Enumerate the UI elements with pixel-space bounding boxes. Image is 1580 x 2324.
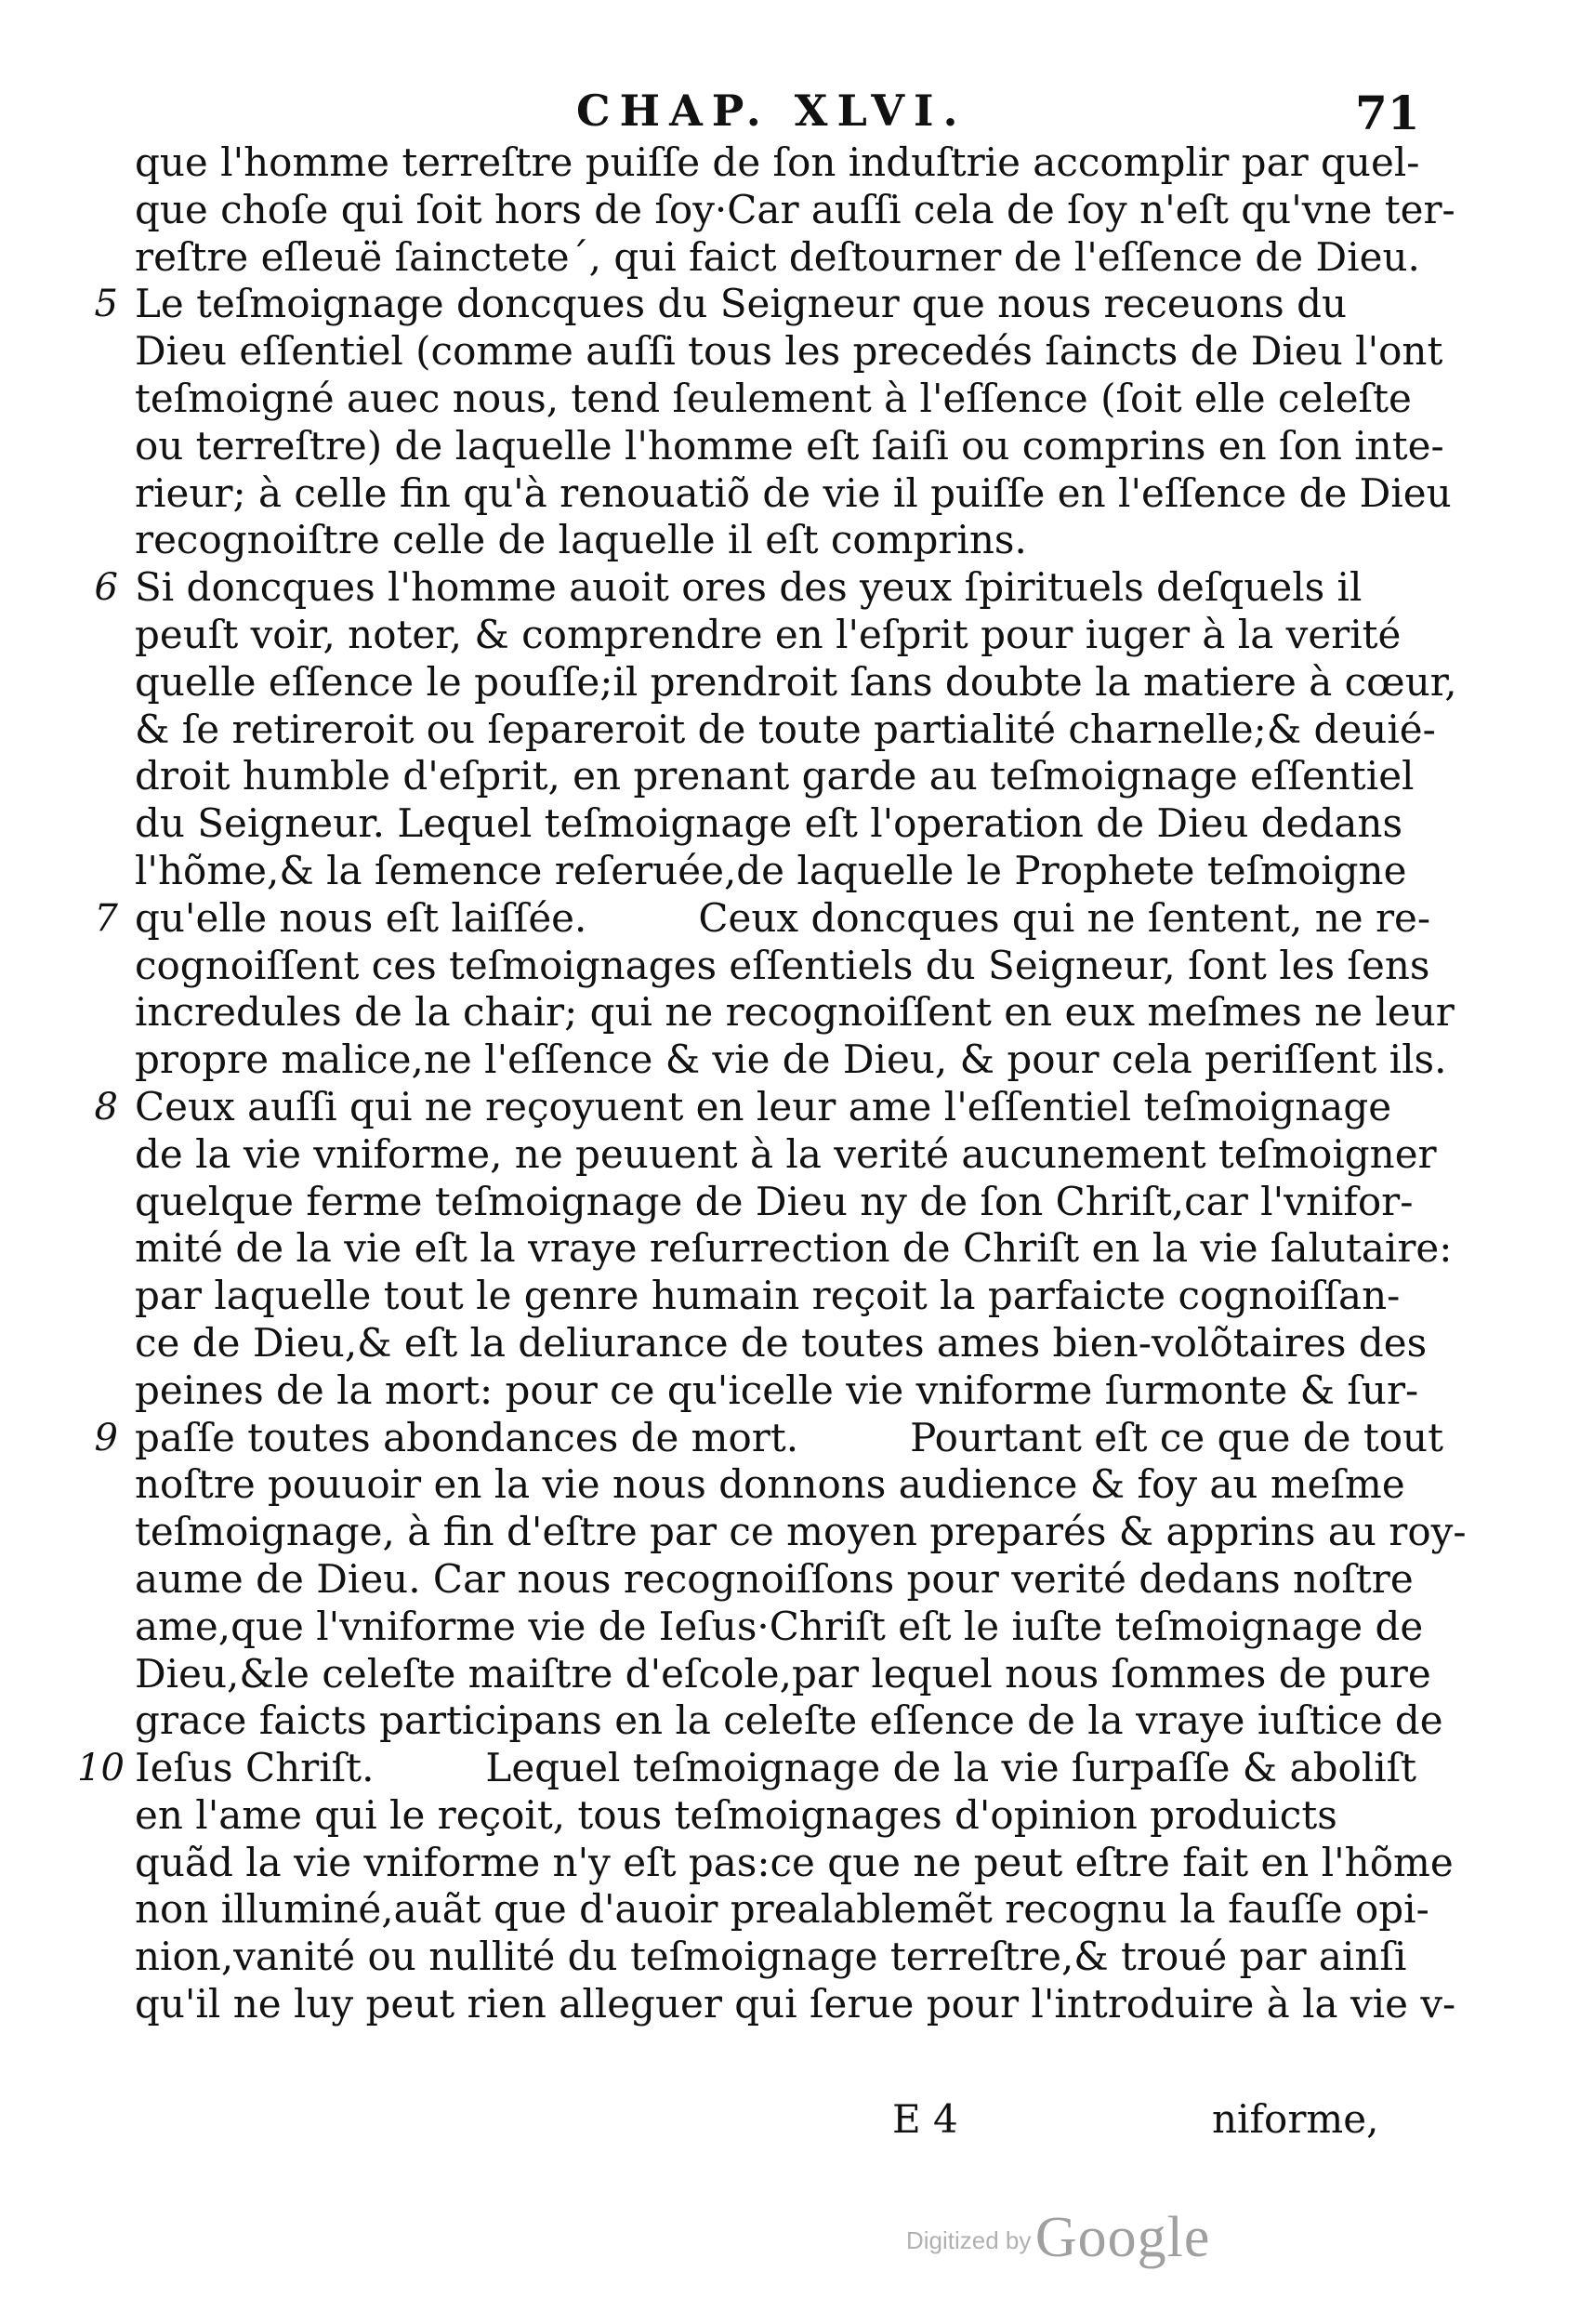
verse-number: 10 (77, 1747, 125, 1790)
line-text: grace faicts participans en la celeſte eſſence de la vraye iuſtice de (135, 1697, 1443, 1744)
page-header (0, 86, 1580, 141)
text-line (125, 1130, 1437, 1179)
line-text: mité de la vie eſt la vraye reſurrection de Chriſt en la vie ſalutaire: (135, 1225, 1453, 1272)
text-line (125, 1367, 1427, 1415)
text-line (125, 1934, 1427, 1981)
line-text: que choſe qui ſoit hors de ſoy·Car auſſi cela de ſoy n'eſt qu'vne ter- (135, 186, 1455, 232)
google-logo: Google (1034, 2206, 1211, 2269)
line-text: nion,vanité ou nullité du teſmoignage terreſtre,& troué par ainſi (135, 1934, 1407, 1980)
verse-number: 7 (94, 896, 118, 940)
line-text: incredules de la chair; qui ne recognoiſſent en eux meſmes ne leur (135, 989, 1455, 1036)
line-text: Dieu eſſentiel (comme auſſi tous les precedés ſaincts de Dieu l'ont (135, 328, 1443, 375)
line-text-continued: Pourtant eſt ce que de tout (910, 1414, 1443, 1460)
line-text: & ſe retireroit ou ſepareroit de toute partialité charnelle;& deuié- (135, 706, 1436, 752)
text-line (125, 1792, 1427, 1840)
text-line (77, 1745, 1427, 1792)
text-line (125, 328, 1443, 376)
line-text: l'hõme,& la ſemence reſeruée,de laquelle le Prophete teſmoigne (135, 847, 1407, 893)
line-text: recognoiſtre celle de laquelle il eſt comprins. (135, 517, 1027, 563)
line-text: qu'elle nous eſt laiſſée. (135, 894, 587, 941)
verse-number: 5 (94, 283, 118, 326)
signature-mark: E 4 (892, 2096, 958, 2142)
page-footer (0, 2096, 1580, 2152)
text-line (125, 1886, 1427, 1934)
text-line (125, 1461, 1427, 1509)
line-text: Ieſus Chriſt. (135, 1745, 375, 1791)
text-line (125, 1604, 1427, 1651)
digitized-by-watermark (906, 2205, 1210, 2271)
text-line (125, 800, 1427, 848)
text-line (125, 1509, 1467, 1556)
line-text: ame,que l'vniforme vie de Ieſus·Chriſt eſt le iuſte teſmoignage de (135, 1603, 1424, 1649)
line-text: teſmoigné auec nous, tend ſeulement à l'eſſence (ſoit elle celeſte (135, 375, 1412, 421)
line-text: quelque ferme teſmoignage de Dieu ny de ſon Chriſt,car l'vnifor- (135, 1178, 1414, 1224)
line-text: quãd la vie vniforme n'y eſt pas:ce que ne peut eſtre fait en l'hõme (135, 1839, 1454, 1885)
line-text-continued: Ceux doncques qui ne ſentent, ne re- (698, 894, 1431, 941)
line-text: en l'ame qui le reçoit, tous teſmoignages d'opinion produicts (135, 1791, 1337, 1838)
running-head: CHAP. XLVI. (576, 86, 968, 136)
text-line (125, 848, 1427, 895)
text-line (94, 281, 1427, 328)
text-line (125, 422, 1444, 470)
body-text (77, 139, 1467, 2028)
catchword: niforme, (1212, 2096, 1379, 2142)
text-line (94, 894, 1431, 943)
line-text: propre malice,ne l'eſſence & vie de Dieu, & pour cela periſſent ils. (135, 1037, 1447, 1083)
text-line (125, 658, 1457, 706)
text-line (125, 989, 1455, 1037)
line-text: droit humble d'eſprit, en prenant garde au teſmoignage eſſentiel (135, 753, 1415, 799)
line-text: de la vie vniforme, ne peuuent à la verité aucunement teſmoigner (135, 1130, 1437, 1177)
line-text: rieur; à celle fin qu'à renouatiõ de vie il puiſſe en l'eſſence de Dieu (135, 469, 1452, 516)
line-text: peines de la mort: pour ce qu'icelle vie vniforme ſurmonte & ſur- (135, 1367, 1419, 1413)
text-line (125, 1981, 1456, 2028)
line-text: Ceux auſſi qui ne reçoyuent en leur ame l'eſſentiel teſmoignage (135, 1083, 1392, 1129)
text-line (125, 139, 1427, 187)
line-text: quelle eſſence le pouſſe;il prendroit ſans doubte la matiere à cœur, (135, 658, 1457, 705)
text-line (125, 1697, 1443, 1745)
text-line (125, 1839, 1454, 1887)
text-line (125, 1225, 1453, 1273)
text-line (125, 1037, 1447, 1084)
line-text: par laquelle tout le genre humain reçoit la parfaicte cognoiſſan- (135, 1273, 1401, 1319)
line-text: peuſt voir, noter, & comprendre en l'eſprit pour iuger à la verité (135, 611, 1402, 657)
line-text: Le teſmoignage doncques du Seigneur que nous receuons du (135, 281, 1348, 327)
line-text: reſtre eſleuë ſainctete´, qui faict deſtourner de l'eſſence de Dieu. (135, 233, 1420, 280)
text-line (94, 564, 1427, 612)
line-text: aume de Dieu. Car nous recognoiſſons pour verité dedans noſtre (135, 1555, 1414, 1602)
text-line (94, 1414, 1443, 1462)
text-line (125, 517, 1427, 564)
line-text: Dieu,&le celeſte maiſtre d'eſcole,par lequel nous ſommes de pure (135, 1650, 1431, 1697)
line-text: noſtre pouuoir en la vie nous donnons audience & foy au meſme (135, 1461, 1405, 1508)
text-line (125, 234, 1427, 282)
verse-number: 9 (94, 1416, 118, 1459)
text-line (125, 1320, 1427, 1367)
watermark-prefix: Digitized by (906, 2226, 1032, 2254)
verse-number: 8 (94, 1085, 118, 1129)
line-text: que l'homme terreſtre puiſſe de ſon induſtrie accomplir par quel- (135, 139, 1420, 185)
line-text: paſſe toutes abondances de mort. (135, 1414, 799, 1460)
line-text: teſmoignage, à fin d'eſtre par ce moyen preparés & apprins au roy- (135, 1509, 1467, 1555)
text-line (125, 1273, 1427, 1320)
line-text-continued: Lequel teſmoignage de la vie ſurpaſſe & aboliſt (485, 1745, 1417, 1791)
line-text: Si doncques l'homme auoit ores des yeux ſpirituels deſquels il (135, 564, 1363, 611)
page-number: 71 (1355, 86, 1420, 140)
line-text: du Seigneur. Lequel teſmoignage eſt l'operation de Dieu dedans (135, 800, 1403, 847)
verse-number: 6 (94, 566, 118, 610)
text-line (125, 469, 1452, 518)
line-text: ou terreſtre) de laquelle l'homme eſt ſaiſi ou comprins en ſon inte- (135, 422, 1444, 469)
text-line (125, 376, 1427, 423)
line-text: qu'il ne luy peut rien alleguer qui ſerue pour l'introduire à la vie v- (135, 1981, 1456, 2027)
line-text: non illuminé,auãt que d'auoir prealablemẽt recognu la fauſſe opi- (135, 1886, 1429, 1933)
text-line (125, 942, 1430, 990)
text-line (125, 706, 1436, 754)
text-line (94, 1083, 1427, 1131)
line-text: ce de Dieu,& eſt la deliurance de toutes ames bien-volõtaires des (135, 1319, 1428, 1366)
text-line (125, 612, 1427, 659)
text-line (125, 1179, 1427, 1226)
text-line (125, 753, 1427, 800)
text-line (125, 1650, 1431, 1698)
line-text: cognoiſſent ces teſmoignages eſſentiels du Seigneur, ſont les ſens (135, 942, 1430, 988)
text-line (125, 1556, 1427, 1604)
text-line (125, 186, 1455, 234)
